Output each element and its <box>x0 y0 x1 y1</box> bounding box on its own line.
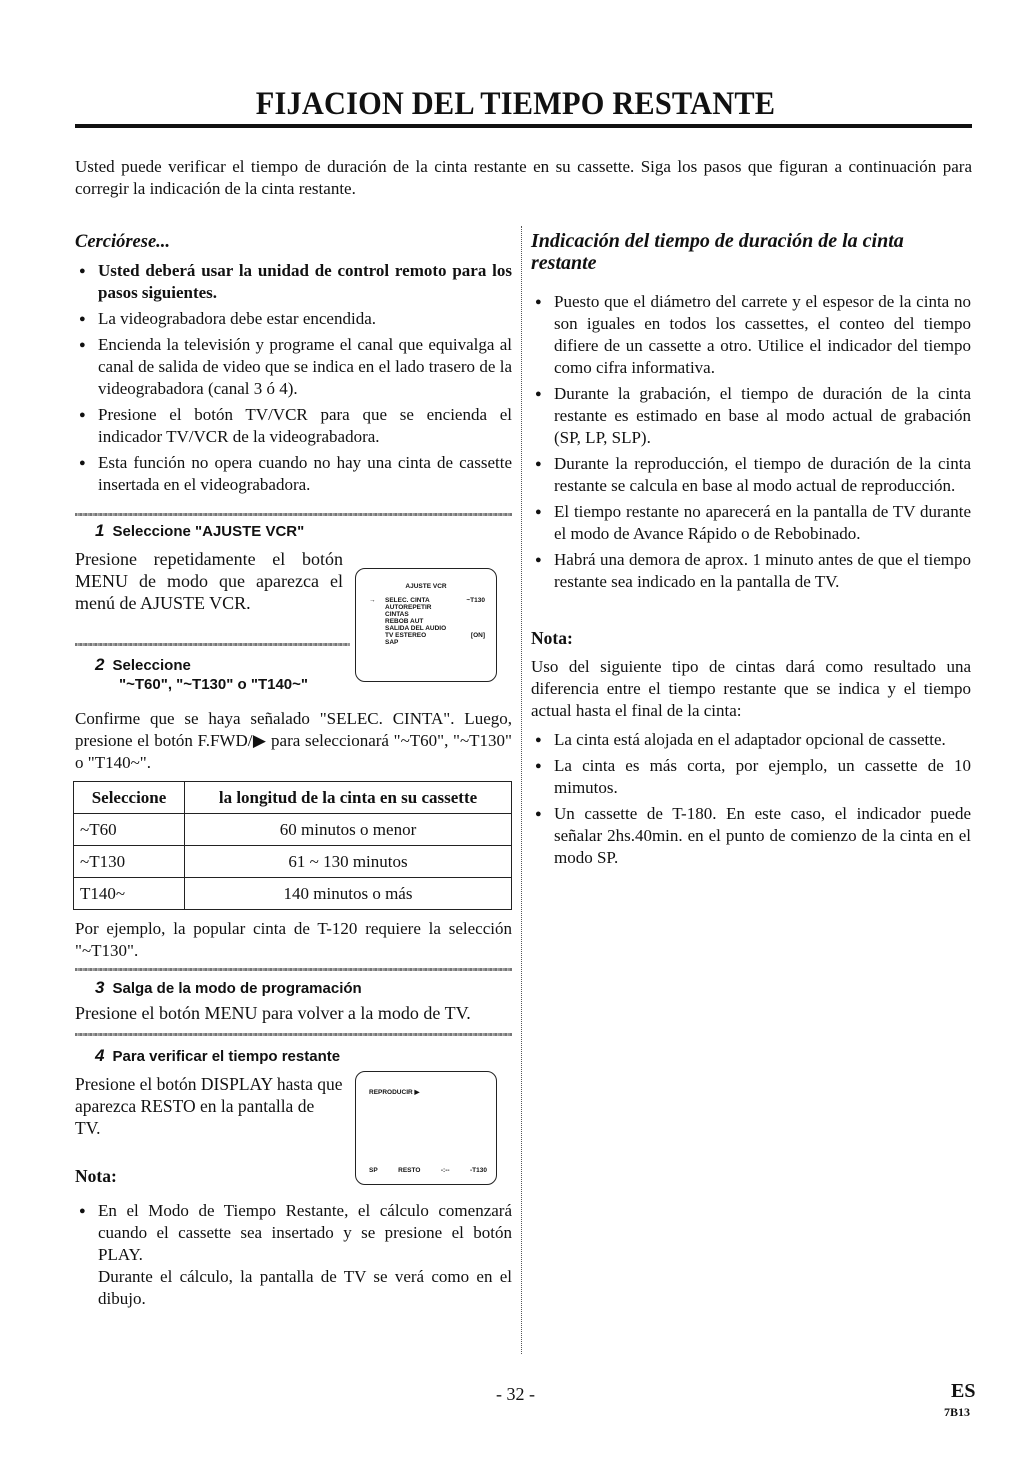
table-row <box>74 814 512 846</box>
example-text: Por ejemplo, la popular cinta de T-120 requiere la selección "~T130". <box>75 919 512 960</box>
nota-heading: Nota: <box>75 1166 117 1186</box>
step-2-text: Confirme que se haya señalado "SELEC. CINTA". Luego, presione el botón F.FWD/▶ para seleccionará "~T60", "~T130" o "T140~". <box>75 709 512 772</box>
step-number: 4 <box>95 1046 105 1065</box>
nota-item: ● Un cassette de T-180. En este caso, el indicador puede señalar 2hs.40min. en el punto de comienzo de la cinta en el modo SP. <box>531 803 971 869</box>
table-cell: ~T130 <box>74 846 185 878</box>
section-divider <box>75 513 512 516</box>
step-4-text: Presione el botón DISPLAY hasta que aparezca RESTO en la pantalla de TV. <box>75 1074 343 1138</box>
remaining-readout <box>369 1167 487 1174</box>
check-item: ● La videograbadora debe estar encendida. <box>75 308 512 330</box>
nota-item: ● La cinta está alojada en el adaptador opcional de cassette. <box>531 729 971 751</box>
tape-speed: SP <box>369 1167 378 1174</box>
info-item: ● El tiempo restante no aparecerá en la pantalla de TV durante el modo de Avance Rápido o de Rebobinado. <box>531 501 971 545</box>
menu-screen-title: AJUSTE VCR <box>405 583 447 590</box>
step-4-title: 4 Para verificar el tiempo restante <box>95 1046 341 1065</box>
check-item: ● Encienda la televisión y programe el canal que equivalga al canal de salida de video que se indica en el lado trasero de la videograbadora (canal 3 ó 4). <box>75 334 512 400</box>
step-number: 3 <box>95 978 105 997</box>
step-2-title: 2 Seleccione "~T60", "~T130" o "T140~" <box>95 655 309 693</box>
check-heading: Cerciórese... <box>75 232 171 252</box>
tape-length-table <box>73 781 512 910</box>
nota-item: ● La cinta es más corta, por ejemplo, un cassette de 10 mimutos. <box>531 755 971 799</box>
menu-item: REBOB AUT <box>385 618 424 625</box>
table-header-row <box>74 782 512 814</box>
table-header: la longitud de la cinta en su cassette <box>185 782 512 814</box>
check-item: ● Esta función no opera cuando no hay una cinta de cassette insertada en el videograbadora. <box>75 452 512 496</box>
menu-item: SALIDA DEL AUDIO <box>385 625 447 632</box>
table-row <box>74 878 512 910</box>
info-item: ● Durante la grabación, el tiempo de duración de la cinta restante es estimado en base al modo actual de grabación (SP, LP, SLP). <box>531 383 971 449</box>
intro-paragraph: Usted puede verificar el tiempo de duración de la cinta restante en su cassette. Siga los pasos que figuran a continuación para corregir la indicación de la cinta restante. <box>75 157 972 198</box>
table-cell: 61 ~ 130 minutos <box>185 846 512 878</box>
language-code: ES <box>951 1380 976 1402</box>
check-item: ● Presione el botón TV/VCR para que se encienda el indicador TV/VCR de la videograbadora. <box>75 404 512 448</box>
table-header: Seleccione <box>74 782 185 814</box>
info-item: ● Puesto que el diámetro del carrete y el espesor de la cinta no son iguales en todos los cassettes, el conteo del tiempo difiere de un cassette a otro. Utilice el indicador del tiempo como cifra informativa. <box>531 291 971 379</box>
section-divider <box>75 643 350 646</box>
nota-item: Durante el cálculo, la pantalla de TV se verá como en el dibujo. <box>98 1267 512 1308</box>
step-number: 2 <box>95 655 105 674</box>
nota-list <box>75 1200 512 1310</box>
info-item: ● Durante la reproducción, el tiempo de duración de la cinta restante se calcula en base al modo actual de reproducción. <box>531 453 971 497</box>
step-1-text: Presione repetidamente el botón MENU de modo que aparezca el menú de AJUSTE VCR. <box>75 549 343 613</box>
tape-type: -T130 <box>469 1167 487 1174</box>
nota-item: ● En el Modo de Tiempo Restante, el cálculo comenzará cuando el cassette sea insertado y se presione el botón PLAY. <box>75 1200 512 1266</box>
right-heading: Indicación del tiempo de duración de la cinta restante <box>531 230 904 274</box>
right-list <box>531 291 971 593</box>
page-title: FIJACION DEL TIEMPO RESTANTE <box>255 86 776 122</box>
right-nota-list <box>531 729 971 869</box>
step-3-title: 3 Salga de la modo de programación <box>95 978 362 997</box>
step-title-text: Seleccione "AJUSTE VCR" <box>112 523 305 540</box>
title-rule <box>75 124 972 128</box>
section-divider <box>75 968 512 971</box>
right-nota-heading: Nota: <box>531 628 573 648</box>
right-nota-text: Uso del siguiente tipo de cintas dará como resultado una diferencia entre el tiempo restante que se indica y el tiempo actual hasta el final de la cinta: <box>531 657 971 720</box>
menu-item: TV ESTEREO [ON] <box>385 632 485 639</box>
table-cell: T140~ <box>74 878 185 910</box>
resto-label: RESTO <box>398 1167 421 1174</box>
step-number: 1 <box>95 521 105 540</box>
cursor-arrow-icon: → <box>369 597 376 604</box>
table-row <box>74 846 512 878</box>
check-list <box>75 260 512 496</box>
menu-screen <box>355 568 497 682</box>
model-code: 7B13 <box>944 1405 971 1419</box>
menu-item: SELEC. CINTA ~T130 <box>385 597 485 604</box>
menu-items <box>385 597 485 646</box>
info-item: ● Habrá una demora de aprox. 1 minuto antes de que el tiempo restante sea indicado en la pantalla de TV. <box>531 549 971 593</box>
playback-status: REPRODUCIR ▶ <box>369 1089 420 1096</box>
step-1-title <box>95 521 304 541</box>
playback-screen <box>355 1071 497 1185</box>
table-cell: ~T60 <box>74 814 185 846</box>
page-number: - 32 - <box>496 1384 535 1404</box>
table-cell: 140 minutos o más <box>185 878 512 910</box>
column-divider <box>521 226 522 1354</box>
remaining-time: -:-- <box>440 1167 450 1174</box>
step-3-text: Presione el botón MENU para volver a la modo de TV. <box>75 1003 471 1023</box>
menu-item: CINTAS <box>385 611 409 618</box>
menu-item: AUTOREPETIR <box>385 604 432 611</box>
table-cell: 60 minutos o menor <box>185 814 512 846</box>
menu-item: SAP <box>385 639 399 646</box>
check-item: ● Usted deberá usar la unidad de control remoto para los pasos siguientes. <box>75 260 512 304</box>
section-divider <box>75 1033 512 1036</box>
